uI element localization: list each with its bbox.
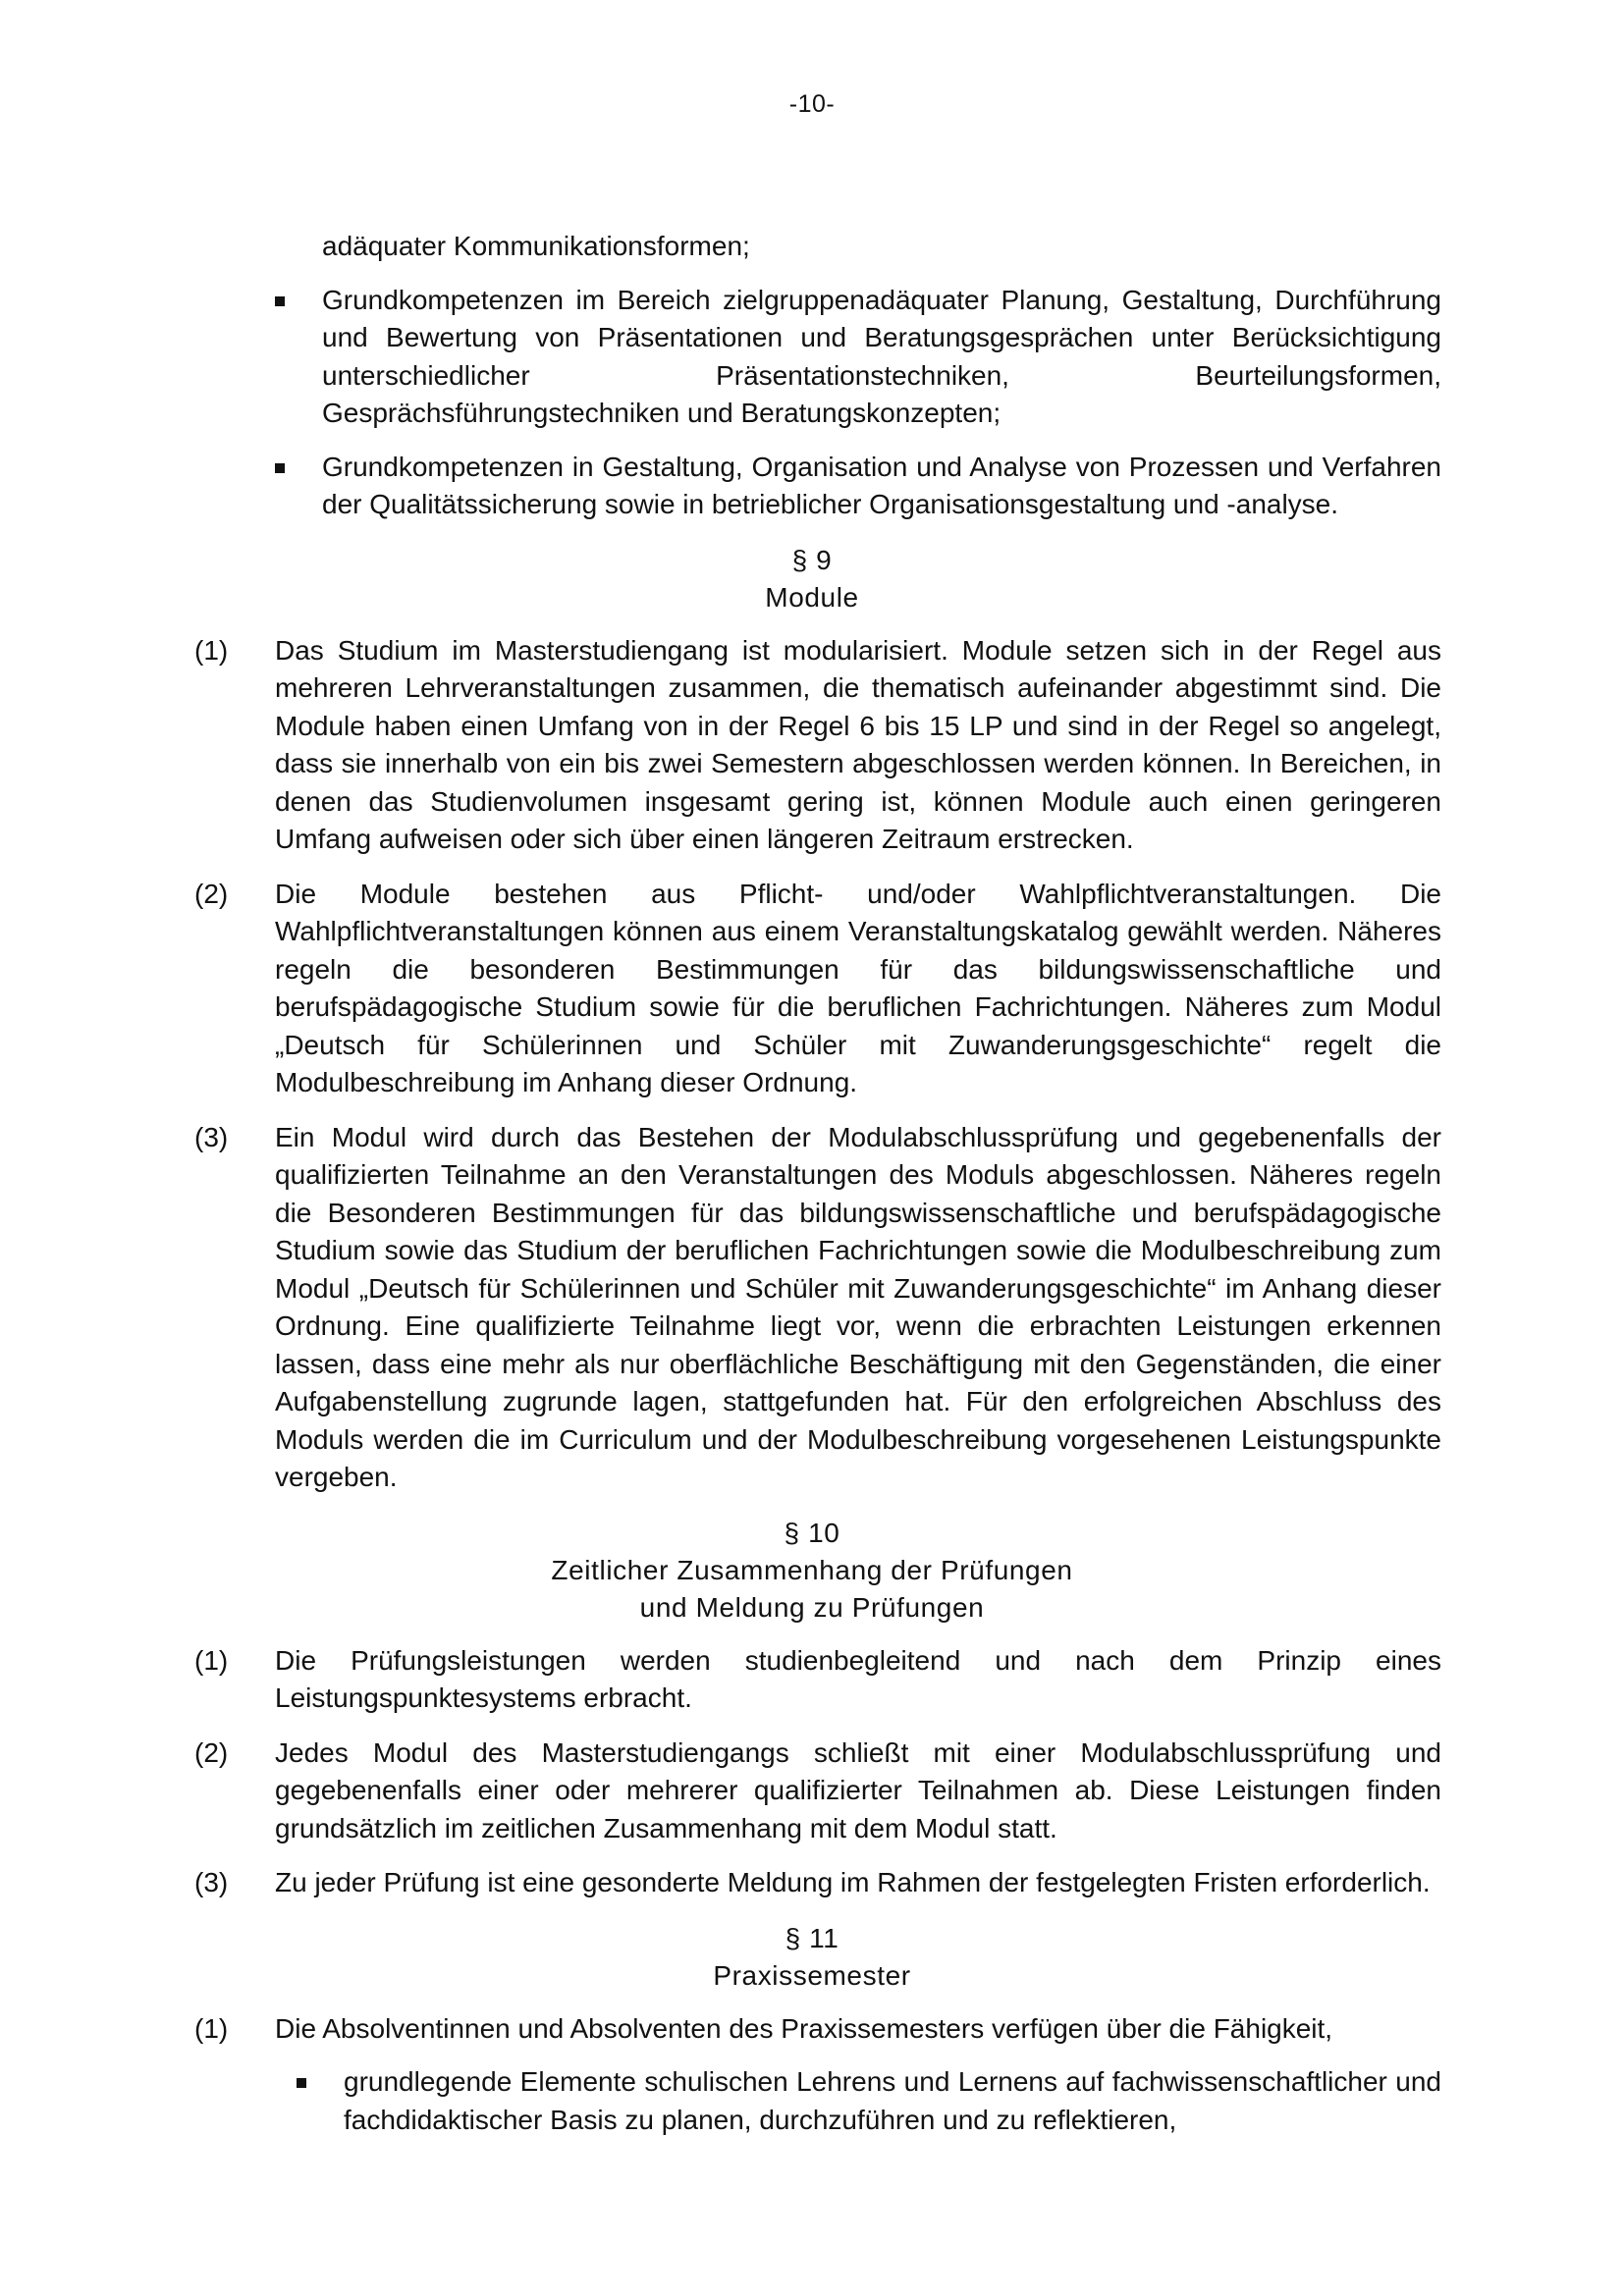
paragraph — [194, 1642, 1441, 1718]
paragraph — [194, 1864, 1441, 1902]
list-item-text: Grundkompetenzen in Gestaltung, Organisation und Analyse von Prozessen und Verfahren der Qualitätssicherung sowie in betrieblicher Organisationsgestaltung und -analyse. — [322, 451, 1441, 519]
paragraph-text: Jedes Modul des Masterstudiengangs schließt mit einer Modulabschlussprüfung und gegebenenfalls einer oder mehrerer qualifizierter Teilnahmen ab. Diese Leistungen finden grundsätzlich im zeitlichen Zusammenhang mit dem Modul statt. — [275, 1736, 1441, 1843]
section-title: Module — [765, 581, 859, 613]
section-title-line: Zeitlicher Zusammenhang der Prüfungen — [551, 1554, 1073, 1585]
paragraph — [194, 1119, 1441, 1497]
square-bullet-icon — [275, 463, 285, 473]
section-number: § 9 — [791, 544, 833, 575]
paragraph-text: Das Studium im Masterstudiengang ist modularisiert. Module setzen sich in der Regel aus mehreren Lehrveranstaltungen zusammen, die thematisch aufeinander abgestimmt sind. Die Module haben einen Umfang von in der Regel 6 bis 15 LP und sind in der Regel so angelegt, dass sie innerhalb von ein bis zwei Semestern abgeschlossen werden können. In Bereichen, in denen das Studienvolumen insgesamt gering ist, können Module auch einen geringeren Umfang aufweisen oder sich über einen längeren Zeitraum erstrecken. — [275, 634, 1441, 854]
paragraph — [194, 876, 1441, 1102]
paragraph-number: (1) — [194, 2012, 229, 2044]
paragraph-number: (3) — [194, 1867, 229, 1897]
list-item — [322, 449, 1441, 524]
paragraph-number: (3) — [194, 1121, 229, 1152]
list-item-text: Grundkompetenzen im Bereich zielgruppenadäquater Planung, Gestaltung, Durchführung und Bewertung von Präsentationen und Beratungsgesprächen unter Berücksichtigung unterschiedlicher Präsentationstechniken, Beurteilungsformen, Gesprächsführungstechniken und Beratungskonzepten; — [322, 284, 1441, 428]
section-title-line: und Meldung zu Prüfungen — [639, 1591, 985, 1623]
paragraph — [194, 1735, 1441, 1848]
paragraph — [194, 632, 1441, 859]
paragraph-text: Zu jeder Prüfung ist eine gesonderte Meldung im Rahmen der festgelegten Fristen erforderlich. — [275, 1867, 1431, 1897]
section-number: § 11 — [785, 1922, 839, 1953]
section-number: § 10 — [784, 1517, 840, 1548]
page-content — [0, 228, 1624, 2139]
square-bullet-icon — [297, 2078, 306, 2088]
paragraph-number: (2) — [194, 1736, 229, 1768]
list-item — [322, 282, 1441, 433]
section-heading-9 — [0, 542, 1624, 616]
square-bullet-icon — [275, 296, 285, 306]
paragraph-number: (1) — [194, 1644, 229, 1676]
list-item-text: grundlegende Elemente schulischen Lehrens und Lernens auf fachwissenschaftlicher und fachdidaktischer Basis zu planen, durchzuführen und zu reflektieren, — [344, 2066, 1441, 2135]
paragraph-text: Die Absolventinnen und Absolventen des Praxissemesters verfügen über die Fähigkeit, — [275, 2012, 1333, 2044]
paragraph-text: Ein Modul wird durch das Bestehen der Modulabschlussprüfung und gegebenenfalls der qualifizierten Teilnahme an den Veranstaltungen des Moduls abgeschlossen. Näheres regeln die Besonderen Bestimmungen für das bildungswissenschaftliche und berufspädagogische Studium sowie das Studium der beruflichen Fachrichtungen sowie die Modulbeschreibung zum Modul „Deutsch für Schülerinnen und Schüler mit Zuwanderungsgeschichte“ im Anhang dieser Ordnung. Eine qualifizierte Teilnahme liegt vor, wenn die erbrachten Leistungen erkennen lassen, dass eine mehr als nur oberflächliche Beschäftigung mit den Gegenständen, die einer Aufgabenstellung zugrunde lagen, stattgefunden hat. Für den erfolgreichen Abschluss des Moduls werden die im Curriculum und der Modulbeschreibung vorgesehenen Leistungspunkte vergeben. — [275, 1121, 1441, 1492]
page-number: -10- — [788, 90, 836, 118]
paragraph — [194, 2010, 1441, 2049]
paragraph-number: (2) — [194, 878, 229, 909]
section-heading-11 — [0, 1920, 1624, 1995]
section-title: Praxissemester — [713, 1959, 911, 1991]
paragraph-text: Die Module bestehen aus Pflicht- und/oder Wahlpflichtveranstaltungen. Die Wahlpflichtveranstaltungen können aus einem Veranstaltungskatalog gewählt werden. Näheres regeln die besonderen Bestimmungen für das bildungswissenschaftliche und berufspädagogische Studium sowie für die beruflichen Fachrichtungen. Näheres zum Modul „Deutsch für Schülerinnen und Schüler mit Zuwanderungsgeschichte“ regelt die Modulbeschreibung im Anhang dieser Ordnung. — [275, 878, 1441, 1097]
list-item — [344, 2063, 1441, 2139]
paragraph-text: Die Prüfungsleistungen werden studienbegleitend und nach dem Prinzip eines Leistungspunktesystems erbracht. — [275, 1644, 1441, 1713]
section-heading-10 — [0, 1515, 1624, 1627]
list-continuation: adäquater Kommunikationsformen; — [322, 231, 750, 261]
paragraph-number: (1) — [194, 634, 229, 666]
